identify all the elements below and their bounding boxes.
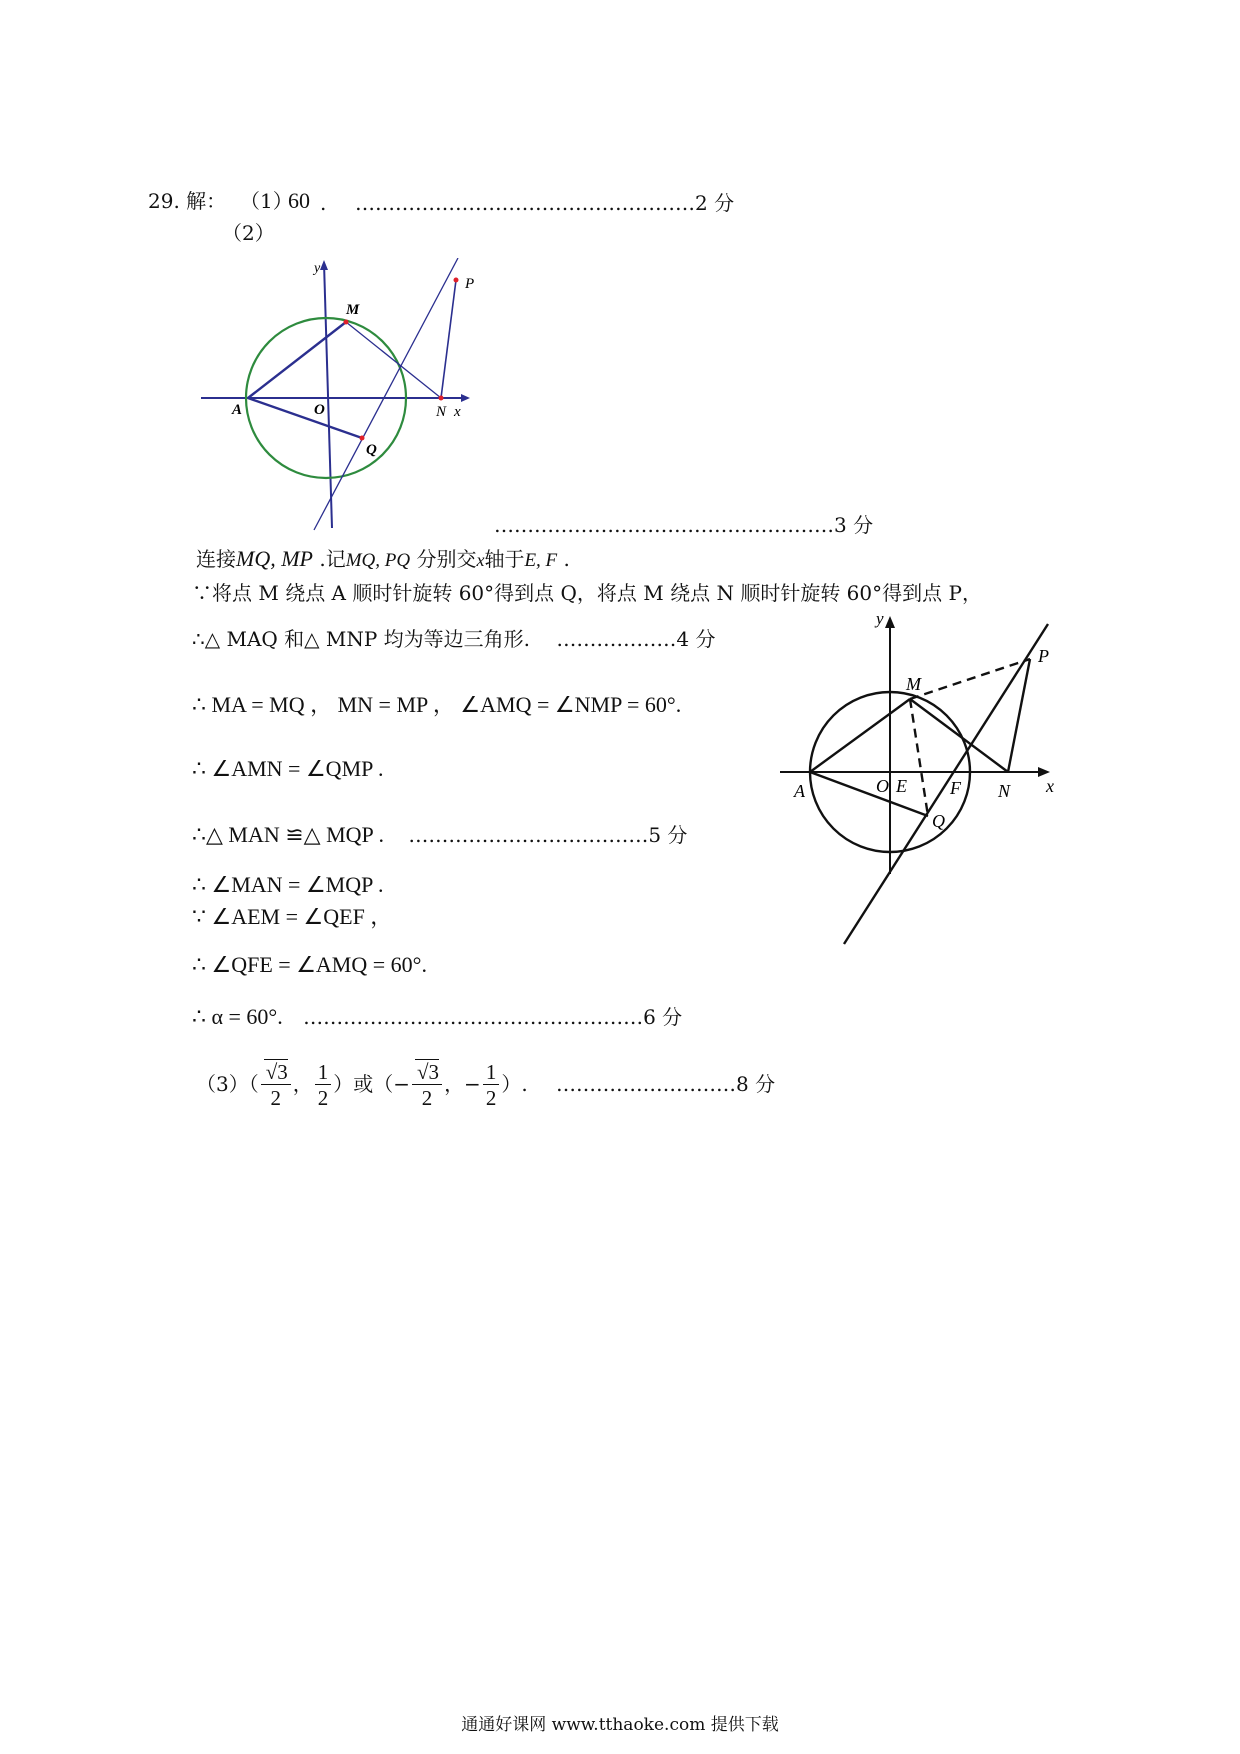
label-o: O	[314, 402, 325, 418]
figure-1	[196, 258, 496, 536]
figure-2	[780, 612, 1070, 957]
alpha-line: ∴ α = 60°. ……………………………………………6 分	[192, 1004, 683, 1029]
point-marker	[344, 320, 349, 325]
part2-label: （2）	[222, 221, 275, 245]
angle-qfe-line: ∴ ∠QFE = ∠AMQ = 60°.	[192, 952, 427, 977]
connect-line: 连接MQ, MP .记MQ, PQ 分别交x轴于E, F .	[196, 546, 570, 571]
label-x: x	[1046, 776, 1054, 796]
label-x: x	[454, 404, 461, 420]
segment-am	[248, 322, 346, 398]
because-rotation: ∵将点 M 绕点 A 顺时针旋转 60°得到点 Q，将点 M 绕点 N 顺时针旋转 60°得到点 P，	[192, 581, 982, 605]
angle-man-line: ∴ ∠MAN = ∠MQP .	[192, 872, 384, 897]
label-f: F	[950, 778, 961, 798]
label-p: P	[1038, 646, 1049, 666]
label-n: N	[998, 781, 1011, 801]
angle-aem-line: ∵ ∠AEM = ∠QEF ，	[192, 904, 393, 929]
label-e: E	[896, 776, 907, 796]
label-y: y	[876, 612, 884, 628]
line-pq	[844, 624, 1048, 944]
label-q: Q	[932, 811, 945, 831]
equal-sides-line: ∴ MA = MQ ， MN = MP ， ∠AMQ = ∠NMP = 60°.	[192, 692, 682, 717]
label-a: A	[794, 781, 805, 801]
footer-credit: 通通好课网 www.tthaoke.com 提供下载	[461, 1715, 779, 1735]
label-n: N	[436, 404, 447, 420]
segment-np	[441, 280, 456, 398]
label-p: P	[465, 276, 475, 292]
label-m: M	[906, 674, 921, 694]
y-axis-arrow	[320, 260, 328, 270]
segment-am	[810, 699, 910, 772]
point-marker	[439, 396, 444, 401]
question-number: 29. 解：	[148, 189, 227, 213]
label-y: y	[314, 261, 321, 276]
part1-score: ……………………………………………2 分	[355, 191, 735, 215]
equilateral-line: ∴△ MAQ 和△ MNP 均为等边三角形. ………………4 分	[192, 627, 716, 651]
segment-mq-dashed	[910, 699, 928, 816]
point-marker	[360, 436, 365, 441]
segment-mn	[346, 322, 441, 398]
segment-np	[1008, 659, 1030, 772]
part1-label: （1）	[240, 189, 293, 213]
x-axis-arrow	[461, 394, 470, 402]
segment-aq	[810, 772, 928, 816]
fig1-score: ……………………………………………3 分	[494, 513, 874, 537]
y-axis	[324, 263, 332, 528]
label-m: M	[346, 302, 360, 318]
segment-aq	[248, 398, 362, 438]
label-o: O	[876, 776, 889, 796]
label-a: A	[232, 402, 243, 418]
y-axis-arrow	[885, 616, 895, 628]
point-marker	[454, 278, 459, 283]
congruent-line: ∴△ MAN ≌△ MQP . ………………………………5 分	[192, 822, 688, 847]
label-q: Q	[366, 442, 377, 458]
part1-answer: 60	[288, 188, 310, 213]
part3-answer: （3）（ $\frac{√3}{2}$ ， $\frac{1}{2}$ ）或（− $\frac{√3}{2}$ ，− $\frac{1}{2}$ ）. ………………………8 分	[196, 1060, 776, 1110]
angle-amn-line: ∴ ∠AMN = ∠QMP .	[192, 756, 384, 781]
